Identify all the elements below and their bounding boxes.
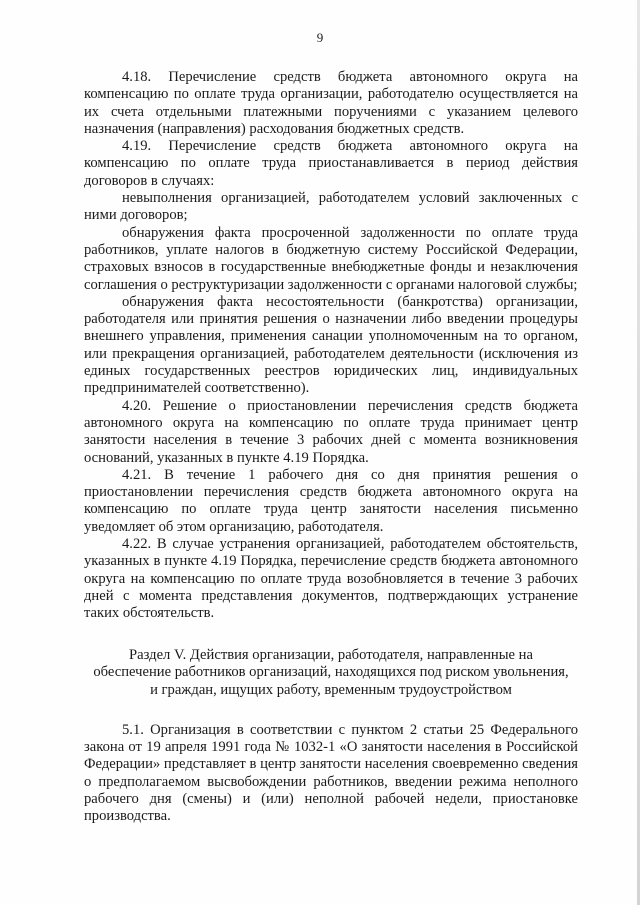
list-item: обнаружения факта просроченной задолженности по оплате труда работников, уплате налогов в бюджетную систему Российской Федерации, страховых взносов в государственные внебюджетные фонды и незаключения соглашения о реструктуризации задолженности с органами налоговой службы; xyxy=(84,224,578,293)
paragraph-4-21: 4.21. В течение 1 рабочего дня со дня принятия решения о приостановлении перечисления средств бюджета автономного округа на компенсацию по оплате труда центр занятости населения письменно уведомляет об этом организацию, работодателя. xyxy=(84,466,578,535)
section-heading-line: Раздел V. Действия организации, работодателя, направленные на xyxy=(129,646,533,663)
paragraph-5-1: 5.1. Организация в соответствии с пунктом 2 статьи 25 Федерального закона от 19 апреля 1991 года № 1032-1 «О занятости населения в Российской Федерации» представляет в центр занятости населения своевременно сведения о предполагаемом высвобождении работников, введении режима неполного рабочего дня (смены) и (или) неполной рабочей недели, приостановке производства. xyxy=(84,721,578,825)
paragraph-4-19: 4.19. Перечисление средств бюджета автономного округа на компенсацию по оплате труда приостанавливается в период действия договоров в случаях: xyxy=(84,138,578,189)
section-heading-line: обеспечение работников организаций, находящихся под риском увольнения, xyxy=(93,664,569,681)
section-heading-line: и граждан, ищущих работу, временным трудоустройством xyxy=(150,682,512,699)
document-body xyxy=(84,69,578,826)
list-item: невыполнения организацией, работодателем условий заключенных с ними договоров; xyxy=(84,190,578,224)
paragraph-4-18: 4.18. Перечисление средств бюджета автономного округа на компенсацию по оплате труда организации, работодателю осуществляется на их счета отдельными платежными поручениями с указанием целевого назначения (направления) расходования бюджетных средств. xyxy=(84,69,578,137)
paragraph-4-22: 4.22. В случае устранения организацией, работодателем обстоятельств, указанных в пункте 4.19 Порядка, перечисление средств бюджета автономного округа на компенсацию по оплате труда возобновляется в течение 3 рабочих дней с момента представления документов, подтверждающих устранение таких обстоятельств. xyxy=(84,536,578,622)
paragraph-4-20: 4.20. Решение о приостановлении перечисления средств бюджета автономного округа на компенсацию по оплате труда принимает центр занятости населения в течение 3 рабочих дней с момента возникновения оснований, указанных в пункте 4.19 Порядка. xyxy=(84,397,578,466)
page-number: 9 xyxy=(316,30,324,45)
spacer xyxy=(84,700,578,722)
section-heading xyxy=(84,647,578,700)
list-item: обнаружения факта несостоятельности (банкротства) организации, работодателя или принятия решения о назначении либо введении процедуры внешнего управления, применения санации уполномоченным на то органом, или прекращения организацией, работодателем деятельности (исключения из единых государственных реестров юридических лиц, индивидуальных предпринимателей соответственно). xyxy=(84,293,578,397)
